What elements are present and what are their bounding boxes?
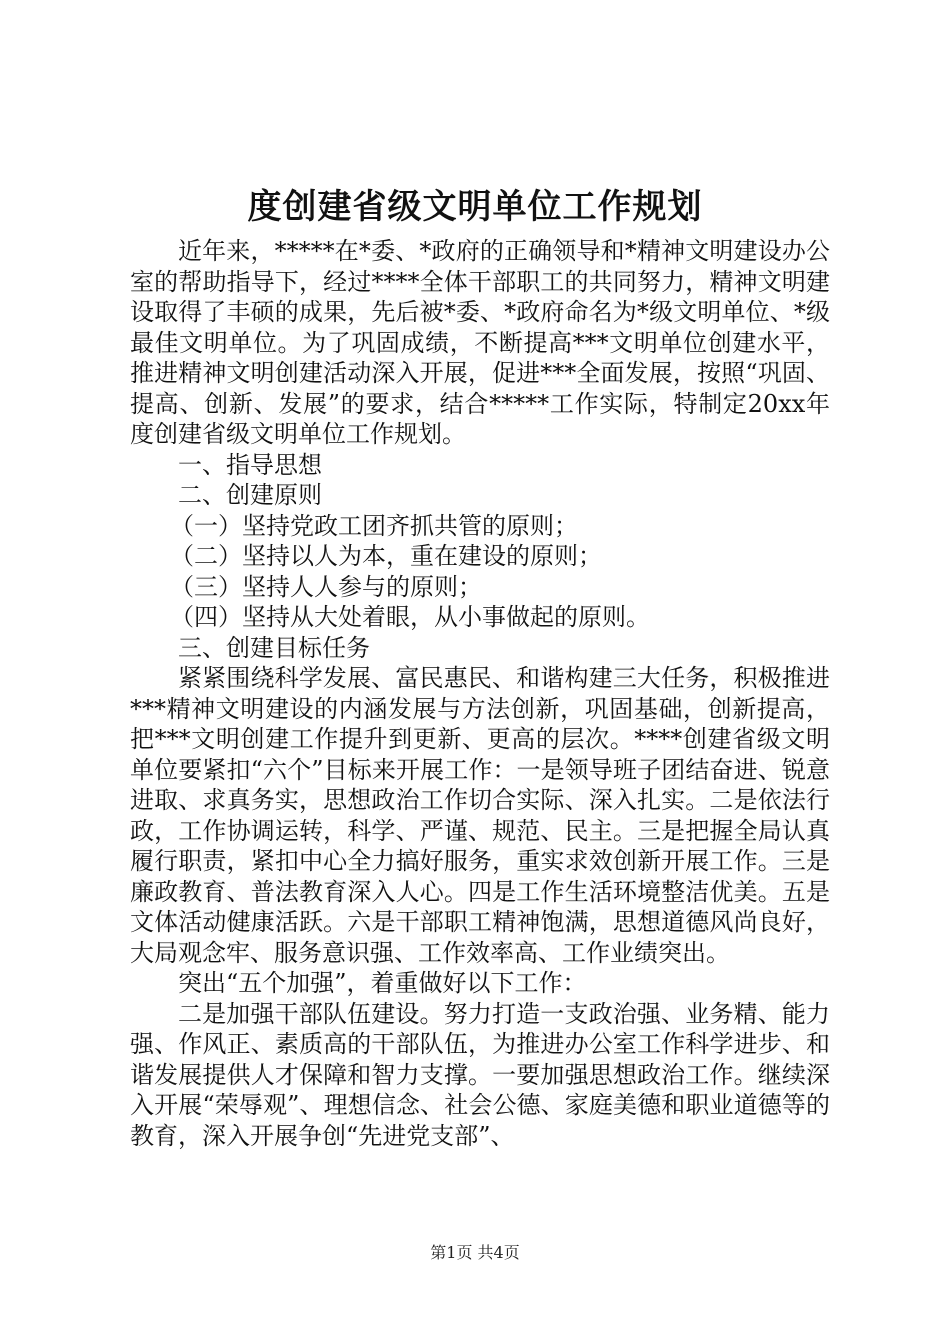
section-heading-guiding-ideology: 一、指导思想 bbox=[178, 450, 322, 479]
team-building-paragraph: 二是加强干部队伍建设。努力打造一支政治强、业务精、能力强、作风正、素质高的干部队伍，为推进办公室工作科学进步、和谐发展提供人才保障和智力支撑。一要加强思想政治工作。继续深入开展“荣辱观”、理想信念、社会公德、家庭美德和职业道德等的教育，深入开展争创“先进党支部”、 bbox=[130, 999, 830, 1150]
five-strengthen-paragraph: 突出“五个加强”，着重做好以下工作： bbox=[178, 969, 587, 997]
principle-item-3: （三）坚持人人参与的原则； bbox=[170, 572, 482, 601]
section-heading-principles: 二、创建原则 bbox=[178, 481, 322, 509]
document-title: 度创建省级文明单位工作规划 bbox=[247, 187, 703, 227]
principle-item-4: （四）坚持从大处着眼，从小事做起的原则。 bbox=[170, 603, 650, 631]
document-body bbox=[130, 236, 830, 1151]
section-heading-goals: 三、创建目标任务 bbox=[178, 633, 370, 662]
intro-paragraph: 近年来，*****在*委、*政府的正确领导和*精神文明建设办公室的帮助指导下，经过****全体干部职工的共同努力，精神文明建设取得了丰硕的成果，先后被*委、*政府命名为*级文明单位、*级最佳文明单位。为了巩固成绩，不断提高***文明单位创建水平，推进精神文明创建活动深入开展，促进***全面发展，按照“巩固、提高、创新、发展”的要求，结合*****工作实际，特制定20xx年度创建省级文明单位工作规划。 bbox=[130, 237, 830, 448]
principle-item-1: （一）坚持党政工团齐抓共管的原则； bbox=[170, 511, 578, 540]
principle-item-2: （二）坚持以人为本，重在建设的原则； bbox=[170, 542, 602, 570]
page-footer: 第1页 共4页 bbox=[430, 1243, 520, 1262]
goals-paragraph: 紧紧围绕科学发展、富民惠民、和谐构建三大任务，积极推进***精神文明建设的内涵发展与方法创新，巩固基础，创新提高，把***文明创建工作提升到更新、更高的层次。****创建省级文明单位要紧扣“六个”目标来开展工作：一是领导班子团结奋进、锐意进取、求真务实，思想政治工作切合实际、深入扎实。二是依法行政，工作协调运转，科学、严谨、规范、民主。三是把握全局认真履行职责，紧扣中心全力搞好服务，重实求效创新开展工作。三是廉政教育、普法教育深入人心。四是工作生活环境整洁优美。五是文体活动健康活跃。六是干部职工精神饱满，思想道德风尚良好，大局观念牢、服务意识强、工作效率高、工作业绩突出。 bbox=[130, 664, 830, 967]
